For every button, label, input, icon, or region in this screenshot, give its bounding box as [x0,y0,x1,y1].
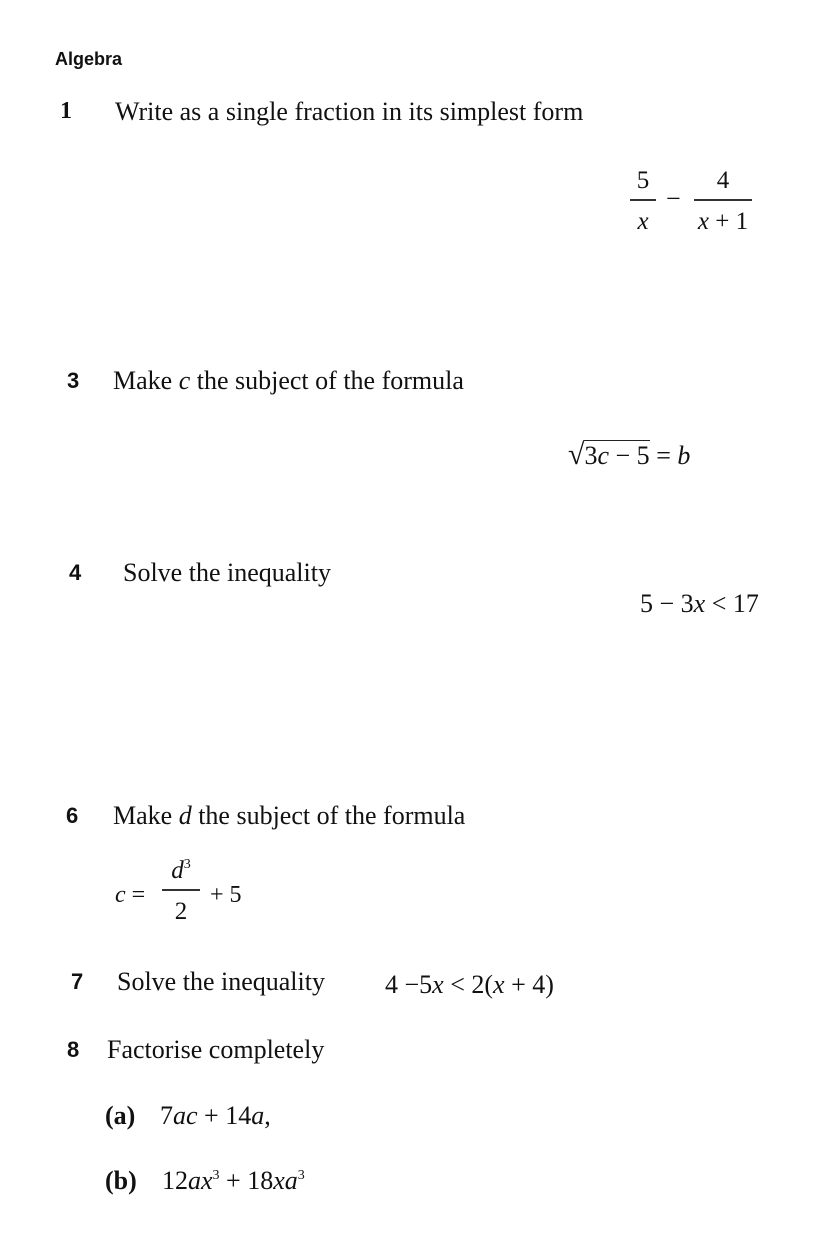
part-a-expression: 7ac + 14a, [160,1101,271,1130]
formula-lhs: c = [115,882,146,908]
question-number: 8 [67,1037,80,1062]
part-b-expression: $12ax^3 + 18xa^3$ [162,1166,305,1195]
question-text: Factorise completely [107,1035,325,1064]
section-heading: Algebra [55,49,123,69]
question-number: 1 [60,98,72,124]
denominator: x [637,208,649,235]
question-text: Make c the subject of the formula [113,366,464,395]
formula-tail: + 5 [210,882,242,908]
denominator: x + 1 [697,208,749,235]
part-label-a: (a) [105,1101,136,1130]
question-text: Solve the inequality [123,558,331,587]
question-number: 6 [66,803,79,828]
minus-operator: − [666,184,681,213]
part-label-b: (b) [105,1166,137,1195]
numerator: 5 [636,167,650,194]
question-text: Write as a single fraction in its simplest form [115,97,584,126]
numerator: 4 [716,167,730,194]
denominator: 2 [174,898,188,925]
question-number: 4 [69,560,82,585]
inequality: 4 −5x < 2(x + 4) [385,970,554,999]
question-text: Make d the subject of the formula [113,801,466,830]
formula-sqrt: √3c − 5 = b [568,438,691,471]
fraction-4-over-x-plus-1 [694,168,752,234]
question-number: 3 [67,368,80,393]
fraction-5-over-x [630,168,656,234]
numerator: $d^3$ [171,857,191,884]
question-number: 7 [71,969,84,994]
question-text: Solve the inequality [117,967,325,996]
inequality: 5 − 3x < 17 [640,589,759,618]
fraction-d-cubed-over-2 [162,858,200,924]
